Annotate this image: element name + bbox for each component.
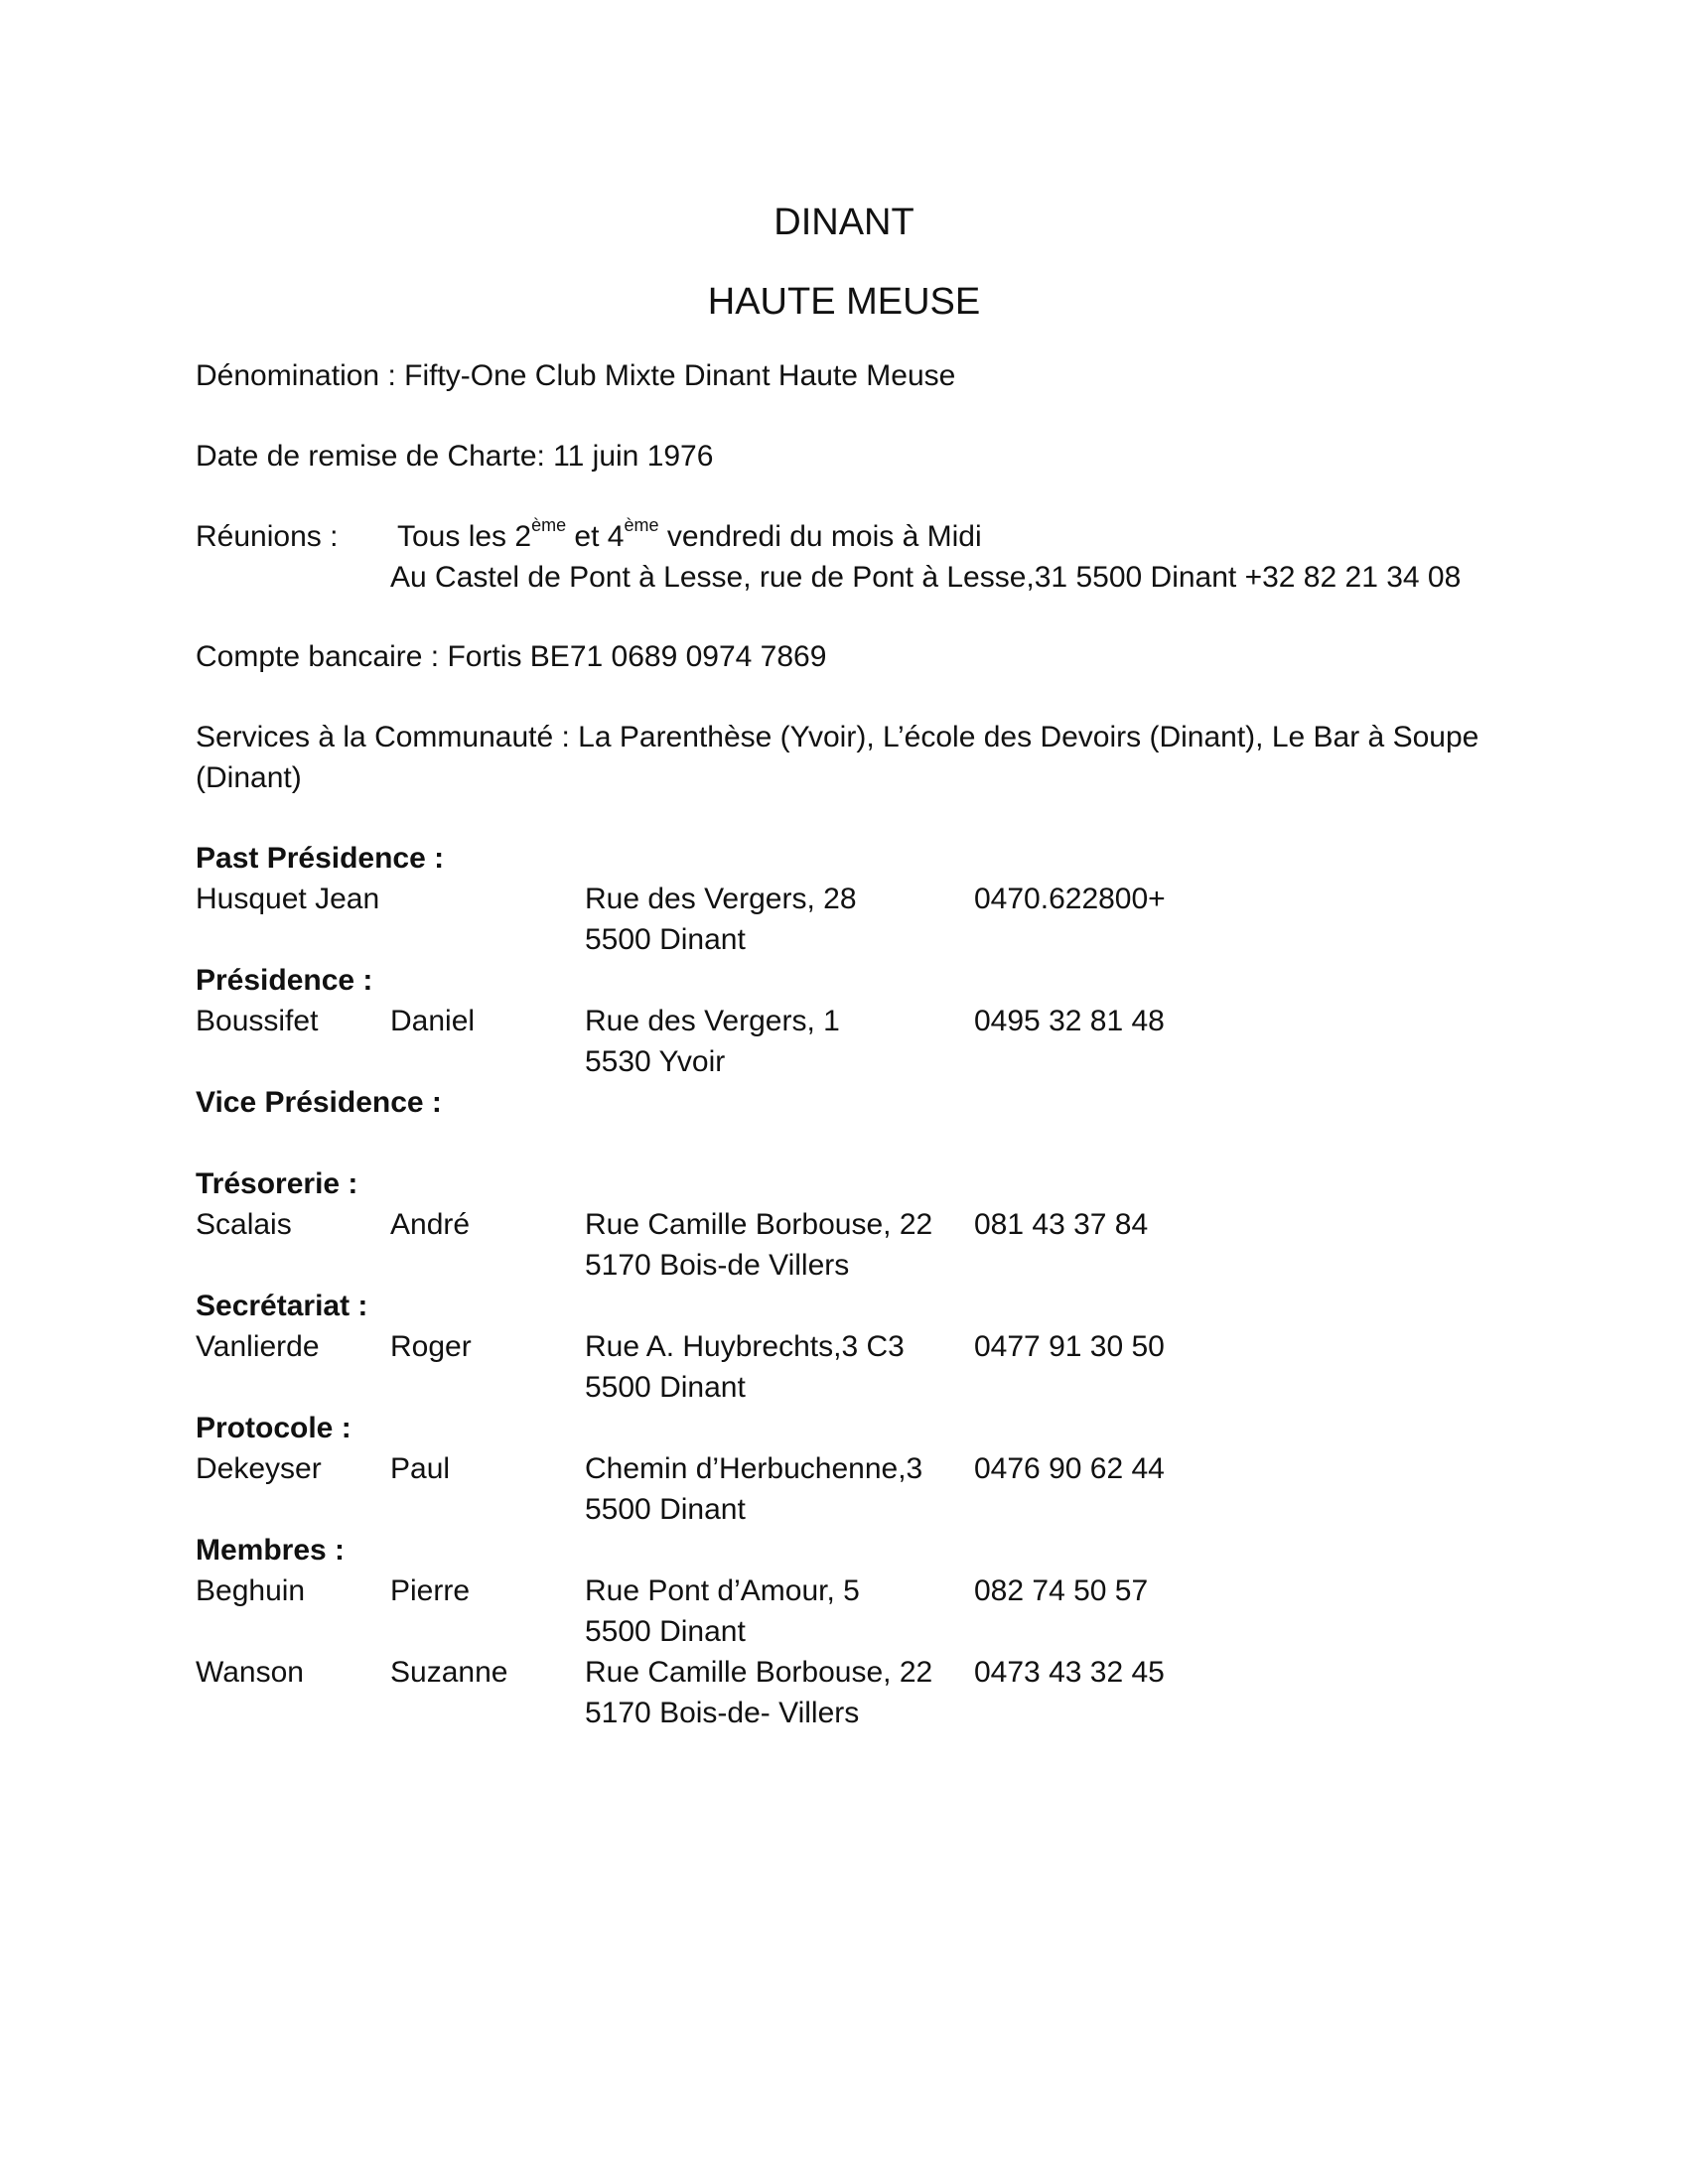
meetings-location: Au Castel de Pont à Lesse, rue de Pont à Lesse,31 5500 Dinant +32 82 21 34 08 [390, 561, 1462, 594]
member-first-name [390, 879, 585, 960]
member-phone: 081 43 37 84 [974, 1208, 1149, 1241]
meetings-sup-1: ème [531, 515, 567, 535]
member-street: Rue des Vergers, 1 [585, 1005, 840, 1037]
member-city: 5500 Dinant [585, 1493, 746, 1526]
section-heading: Past Présidence : [196, 842, 445, 875]
member-last-name: Wanson [196, 1656, 304, 1689]
member-first-name: Suzanne [390, 1656, 508, 1689]
member-phone: 0477 91 30 50 [974, 1330, 1165, 1363]
member-address [585, 1001, 974, 1082]
member-first-name: Roger [390, 1330, 472, 1363]
member-address [585, 879, 974, 960]
member-first-name: Paul [390, 1452, 451, 1485]
member-street: Rue A. Huybrechts,3 C3 [585, 1330, 905, 1363]
member-last-name: Boussifet [196, 1005, 319, 1037]
member-last-name: Scalais [196, 1208, 292, 1241]
bank-account-line: Compte bancaire : Fortis BE71 0689 0974 7869 [196, 640, 827, 673]
member-address [585, 1204, 974, 1286]
member-street: Chemin d’Herbuchenne,3 [585, 1452, 923, 1485]
member-city: 5500 Dinant [585, 1371, 746, 1404]
member-street: Rue Camille Borbouse, 22 [585, 1656, 933, 1689]
member-row [196, 1448, 1387, 1530]
page-title: DINANT [774, 202, 914, 243]
meetings-text-1: Tous les 2 [397, 520, 532, 553]
member-row [196, 1652, 1387, 1733]
meetings-sup-2: ème [624, 515, 659, 535]
member-phone: 082 74 50 57 [974, 1574, 1149, 1607]
member-phone: 0473 43 32 45 [974, 1656, 1165, 1689]
meetings-text-2: et 4 [566, 520, 625, 553]
member-city: 5500 Dinant [585, 923, 746, 956]
member-phone: 0476 90 62 44 [974, 1452, 1165, 1485]
page-subtitle: HAUTE MEUSE [707, 281, 981, 323]
member-street: Rue Pont d’Amour, 5 [585, 1574, 860, 1607]
member-last-name: Dekeyser [196, 1452, 322, 1485]
member-first-name: Daniel [390, 1005, 476, 1037]
section-heading: Membres : [196, 1534, 346, 1567]
meetings-schedule [397, 516, 982, 557]
member-row [196, 1204, 1387, 1286]
member-row [196, 1570, 1387, 1652]
committee-roster [196, 838, 1387, 1733]
member-first-name: Pierre [390, 1574, 471, 1607]
denomination-line: Dénomination : Fifty-One Club Mixte Dinant Haute Meuse [196, 359, 956, 392]
section-heading: Vice Présidence : [196, 1086, 442, 1119]
member-first-name: André [390, 1208, 471, 1241]
member-street: Rue Camille Borbouse, 22 [585, 1208, 933, 1241]
member-phone: 0470.622800+ [974, 883, 1166, 915]
community-services-line: Services à la Communauté : La Parenthèse (Yvoir), L’école des Devoirs (Dinant), Le Bar à Soupe (Dinant) [196, 721, 1479, 794]
member-street: Rue des Vergers, 28 [585, 883, 857, 915]
charter-date-line: Date de remise de Charte: 11 juin 1976 [196, 440, 714, 473]
meetings-label: Réunions : [196, 520, 339, 553]
member-last-name: Beghuin [196, 1574, 306, 1607]
section-heading: Présidence : [196, 964, 373, 997]
section-heading: Trésorerie : [196, 1167, 358, 1200]
member-address [585, 1448, 974, 1530]
member-city: 5170 Bois-de- Villers [585, 1697, 860, 1729]
section-heading: Secrétariat : [196, 1290, 368, 1322]
member-row [196, 1326, 1387, 1408]
member-last-name: Vanlierde [196, 1330, 320, 1363]
member-address [585, 1652, 974, 1733]
member-city: 5530 Yvoir [585, 1045, 726, 1078]
member-city: 5170 Bois-de Villers [585, 1249, 850, 1282]
section-heading: Protocole : [196, 1412, 352, 1444]
member-phone: 0495 32 81 48 [974, 1005, 1165, 1037]
member-address [585, 1570, 974, 1652]
member-last-name: Husquet Jean [196, 883, 380, 915]
member-row [196, 1001, 1387, 1082]
meetings-text-3: vendredi du mois à Midi [658, 520, 982, 553]
member-address [585, 1326, 974, 1408]
member-city: 5500 Dinant [585, 1615, 746, 1648]
member-row [196, 879, 1387, 960]
